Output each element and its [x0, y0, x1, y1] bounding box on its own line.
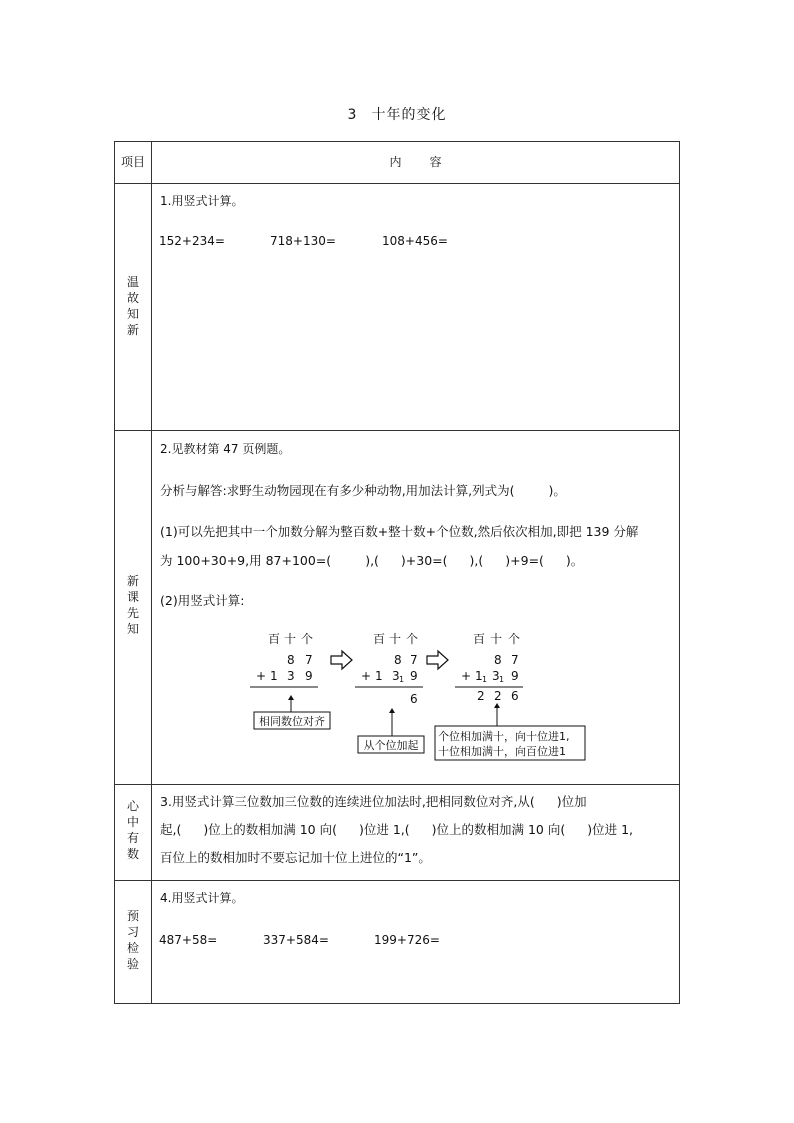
expression: 718+130=	[270, 234, 336, 248]
carry-mark: 1	[399, 675, 405, 684]
expression: 108+456=	[382, 234, 448, 248]
place-ones: 个	[508, 632, 521, 646]
digit: 9	[410, 669, 418, 683]
expression: 199+726=	[374, 933, 440, 947]
expression: 487+58=	[159, 933, 218, 947]
digit: 8	[287, 653, 295, 667]
digit: 8	[394, 653, 402, 667]
digit: 1	[270, 669, 278, 683]
digit: 1	[375, 669, 383, 683]
digit: 3	[392, 669, 400, 683]
place-tens: 十	[284, 632, 297, 646]
question-2: 2.见教材第 47 页例题。	[160, 442, 291, 456]
place-hundreds: 百	[473, 632, 486, 646]
result-digit: 2	[477, 689, 485, 703]
question-3-line-2: 起,( )位上的数相加满 10 向( )位进 1,( )位上的数相加满 10 向( )位进 1,	[160, 822, 634, 837]
digit: 8	[494, 653, 502, 667]
question-4: 4.用竖式计算。	[160, 891, 244, 905]
result-digit: 6	[511, 689, 519, 703]
header-item: 项目	[120, 155, 145, 169]
header-content: 内 容	[389, 155, 442, 169]
section-label-preview: 新 课 先 知	[126, 574, 139, 636]
question-3-line-3: 百位上的数相加时不要忘记加十位上进位的“1”。	[160, 850, 431, 865]
digit: 3	[492, 669, 500, 683]
place-tens: 十	[490, 632, 503, 646]
up-arrow-icon	[288, 695, 294, 700]
digit: 3	[287, 669, 295, 683]
place-ones: 个	[301, 632, 314, 646]
up-arrow-icon	[494, 703, 500, 708]
digit: 9	[511, 669, 519, 683]
place-ones: 个	[406, 632, 419, 646]
note-align-digits: 相同数位对齐	[259, 715, 325, 728]
expression: 152+234=	[159, 234, 225, 248]
plus-sign: +	[461, 669, 472, 683]
question-3-line-1: 3.用竖式计算三位数加三位数的连续进位加法时,把相同数位对齐,从( )位加	[160, 794, 587, 809]
part-1-line-1: (1)可以先把其中一个加数分解为整百数+整十数+个位数,然后依次相加,即把 139 分解	[160, 524, 639, 539]
note-start-ones: 从个位加起	[363, 739, 419, 752]
digit: 7	[410, 653, 418, 667]
section-label-review: 温 故 知 新	[126, 275, 139, 337]
section-label-practice: 预 习 检 验	[126, 909, 139, 971]
right-arrow-icon	[331, 651, 352, 669]
lesson-number: 3	[347, 107, 358, 123]
part-1-line-2: 为 100+30+9,用 87+100=( ),( )+30=( ),( )+9=( )。	[160, 553, 584, 568]
carry-mark: 1	[482, 675, 488, 684]
place-hundreds: 百	[373, 632, 386, 646]
place-hundreds: 百	[268, 632, 281, 646]
result-digit: 6	[410, 692, 418, 706]
digit: 7	[511, 653, 519, 667]
expression: 337+584=	[263, 933, 329, 947]
note-carry-line-2: 十位相加满十，向百位进1	[438, 745, 566, 758]
result-digit: 2	[494, 689, 502, 703]
digit: 7	[305, 653, 313, 667]
plus-sign: +	[361, 669, 372, 683]
question-1: 1.用竖式计算。	[160, 194, 244, 208]
analysis-text: 分析与解答:求野生动物园现在有多少种动物,用加法计算,列式为( )。	[160, 483, 566, 498]
plus-sign: +	[256, 669, 267, 683]
lesson-title: 十年的变化	[371, 107, 447, 123]
carry-mark: 1	[499, 675, 505, 684]
digit: 1	[475, 669, 483, 683]
part-2: (2)用竖式计算:	[160, 593, 245, 608]
right-arrow-icon	[427, 651, 448, 669]
up-arrow-icon	[389, 708, 395, 713]
note-carry-line-1: 个位相加满十，向十位进1,	[438, 730, 570, 743]
section-label-summary: 心 中 有 数	[126, 799, 139, 861]
place-tens: 十	[389, 632, 402, 646]
digit: 9	[305, 669, 313, 683]
